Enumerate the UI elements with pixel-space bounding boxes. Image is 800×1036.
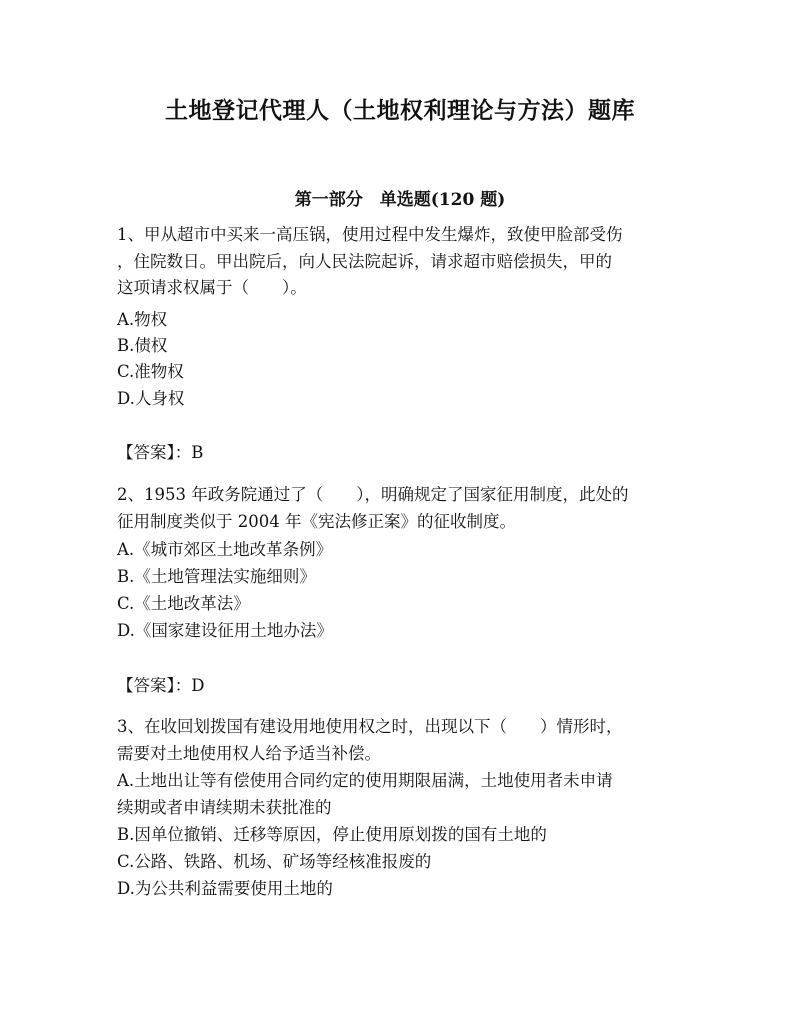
question-3-option-c: C.公路、铁路、机场、矿场等经核准报废的 (117, 852, 432, 871)
question-3-option-b: B.因单位撤销、迁移等原因，停止使用原划拨的国有土地的 (117, 825, 547, 844)
question-1-option-c: C.准物权 (117, 362, 184, 381)
question-3-stem: 3、在收回划拨国有建设用地使用权之时，出现以下（ ）情形时， 需要对土地使用权人给予适当补偿。 (117, 717, 623, 763)
question-1-option-b: B.债权 (117, 336, 168, 355)
question-1-option-d: D.人身权 (117, 389, 185, 408)
question-2-answer: 【答案】：D (117, 676, 205, 695)
question-3-option-d: D.为公共利益需要使用土地的 (117, 879, 333, 898)
question-2-option-c: C.《土地改革法》 (117, 594, 250, 613)
section-heading: 第一部分 单选题(120 题) (294, 190, 506, 210)
document-title: 土地登记代理人（土地权利理论与方法）题库 (165, 97, 635, 124)
question-1-stem: 1、甲从超市中买来一高压锅，使用过程中发生爆炸，致使甲脸部受伤 ，住院数日。甲出院后，向人民法院起诉，请求超市赔偿损失，甲的 这项请求权属于（ ）。 (117, 225, 623, 297)
question-1-option-a: A.物权 (117, 310, 168, 329)
question-3-option-a: A.土地出让等有偿使用合同约定的使用期限届满，土地使用者未申请 续期或者申请续期未获批准的 (117, 771, 613, 817)
question-2-option-b: B.《土地管理法实施细则》 (117, 567, 316, 586)
question-2-option-d: D.《国家建设征用土地办法》 (117, 621, 333, 640)
question-2-stem: 2、1953 年政务院通过了（ ），明确规定了国家征用制度，此处的 征用制度类似于 2004 年《宪法修正案》的征收制度。 (117, 485, 629, 531)
question-2-option-a: A.《城市郊区土地改革条例》 (117, 540, 333, 559)
question-1-answer: 【答案】：B (117, 443, 204, 462)
